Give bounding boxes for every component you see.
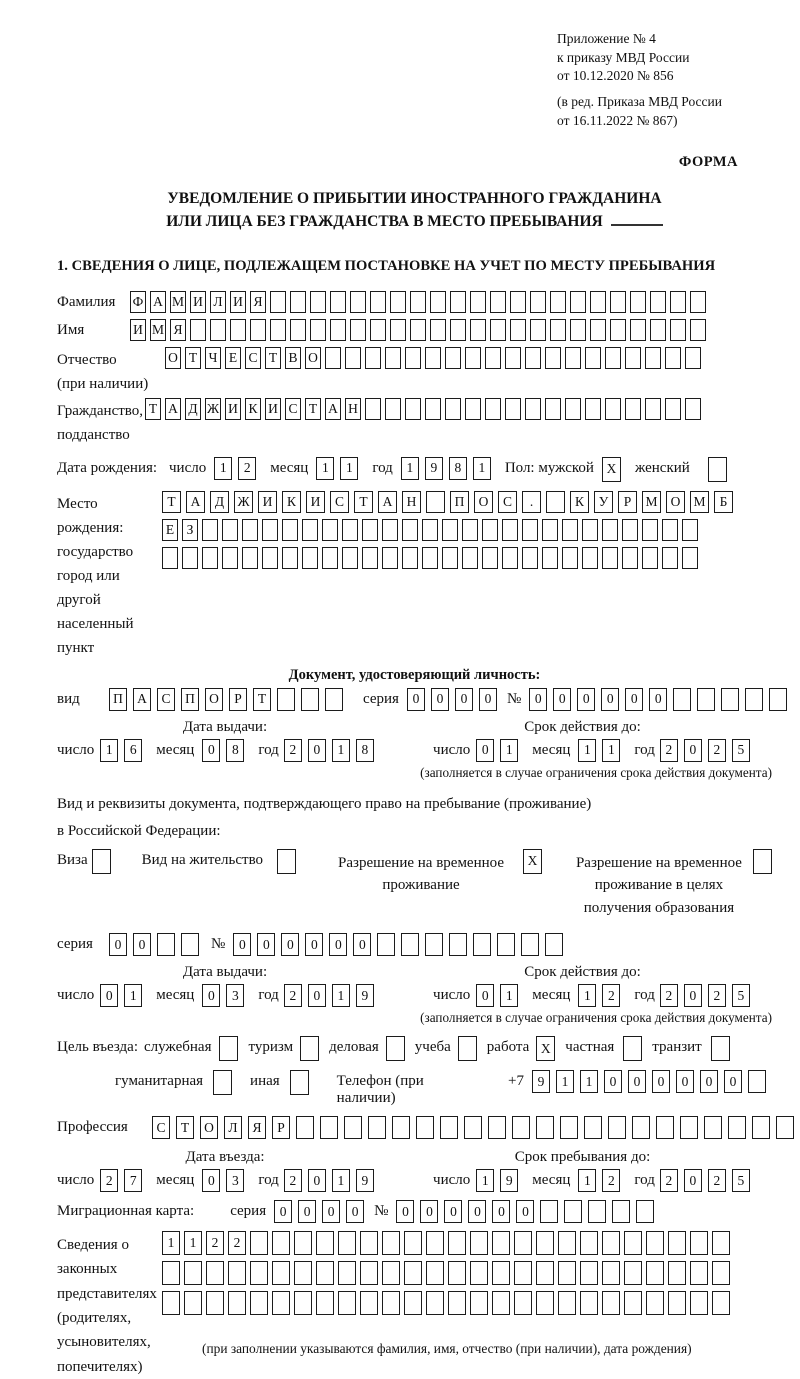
residence-permit-checkbox[interactable]	[277, 849, 296, 874]
id-issue-day-input[interactable]: 1 6	[100, 739, 148, 762]
residence-number-input[interactable]: 0 0 0 0 0 0	[233, 933, 569, 956]
migration-series-input[interactable]: 0 0 0 0	[274, 1200, 370, 1223]
entry-date-block	[57, 1149, 393, 1192]
temp-residence-checkbox[interactable]: X	[523, 849, 542, 874]
purpose-row-1	[57, 1036, 772, 1061]
edition-line: (в ред. Приказа МВД России	[557, 93, 722, 109]
id-document-row	[57, 688, 772, 711]
purpose-tranzit-checkbox[interactable]	[711, 1036, 730, 1061]
residence-number-sign: №	[211, 936, 226, 953]
entry-month-input[interactable]: 0 3	[202, 1169, 250, 1192]
phone-label: Телефон (при наличии)	[336, 1073, 424, 1107]
residence-issue-row: число 0 1 месяц 0 3 год 2 0 1 9	[57, 984, 393, 1007]
purpose-chastnaya: частная	[565, 1036, 642, 1061]
purpose-rabota-checkbox[interactable]: X	[536, 1036, 555, 1061]
profession-row	[57, 1116, 772, 1139]
stay-until-heading: Срок пребывания до:	[514, 1149, 651, 1166]
surname-label: Фамилия	[57, 293, 116, 310]
migration-series-label: серия	[230, 1203, 267, 1220]
option-temp-residence-education: Разрешение на временное проживание в целях получения образования	[573, 849, 772, 920]
patronymic-label: Отчество (при наличии)	[57, 351, 149, 392]
residence-valid-month-input[interactable]: 1 2	[578, 984, 626, 1007]
id-valid-year-input[interactable]: 2 0 2 5	[660, 739, 756, 762]
id-kind-input[interactable]: П А С П О Р Т	[109, 688, 349, 711]
id-issue-row: число 1 6 месяц 0 8 год 2 0 1 8	[57, 739, 393, 762]
residence-issue-day-input[interactable]: 0 1	[100, 984, 148, 1007]
appendix-line: Приложение № 4	[557, 31, 656, 46]
birth-date-label: Дата рождения:	[57, 459, 158, 476]
id-dates-section	[57, 719, 772, 781]
title-underline	[611, 210, 663, 226]
section1-heading: 1. СВЕДЕНИЯ О ЛИЦЕ, ПОДЛЕЖАЩЕМ ПОСТАНОВКЕ НА УЧЕТ ПО МЕСТУ ПРЕБЫВАНИЯ	[57, 257, 716, 274]
purpose-chastnaya-checkbox[interactable]	[623, 1036, 642, 1061]
residence-series-row	[57, 933, 772, 956]
purpose-gumanitarnaya-checkbox[interactable]	[213, 1070, 232, 1095]
residence-valid-year-input[interactable]: 2 0 2 5	[660, 984, 756, 1007]
id-series-label: серия	[363, 690, 399, 707]
migration-card-label: Миграционная карта:	[57, 1203, 195, 1220]
birth-day-label: число	[169, 459, 207, 476]
residence-valid-row: число 0 1 месяц 1 2 год 2 0 2 5	[393, 984, 772, 1007]
birthplace-line2-input[interactable]: Е З	[162, 519, 738, 541]
form-title-line1: УВЕДОМЛЕНИЕ О ПРИБЫТИИ ИНОСТРАННОГО ГРАЖДАНИНА	[167, 190, 662, 208]
birthplace-line3-input[interactable]	[162, 547, 738, 569]
entry-year-input[interactable]: 2 0 1 9	[284, 1169, 380, 1192]
stay-until-block	[393, 1149, 772, 1192]
id-valid-month-input[interactable]: 1 1	[578, 739, 626, 762]
appendix-line: к приказу МВД России	[557, 49, 690, 65]
form-title	[57, 187, 772, 234]
residence-dates-section	[57, 964, 772, 1026]
residence-options-row	[57, 849, 772, 920]
purpose-tranzit: транзит	[652, 1036, 729, 1061]
citizenship-input[interactable]: Т А Д Ж И К И С Т А Н	[145, 398, 705, 420]
surname-row	[57, 291, 772, 313]
id-document-heading: Документ, удостоверяющий личность:	[288, 666, 541, 683]
sex-male-label: Пол: мужской	[504, 459, 594, 476]
purpose-delovaya: деловая	[329, 1036, 405, 1061]
entry-date-heading: Дата въезда:	[185, 1149, 265, 1166]
sex-female-label: женский	[634, 459, 690, 476]
birthplace-row	[57, 491, 772, 660]
purpose-prefix: Цель въезда:	[57, 1039, 138, 1056]
residence-validity-note: (заполняется в случае ограничения срока действия документа)	[420, 1010, 772, 1026]
appendix-line: от 10.12.2020 № 856	[557, 68, 674, 84]
purpose-turizm: туризм	[248, 1036, 319, 1061]
surname-input[interactable]: Ф А М И Л И Я	[130, 291, 710, 313]
residence-issue-year-input[interactable]: 2 0 1 9	[284, 984, 380, 1007]
id-number-input[interactable]: 0 0 0 0 0 0	[529, 688, 793, 711]
patronymic-input[interactable]: О Т Ч Е С Т В О	[165, 347, 705, 369]
residence-issue-heading: Дата выдачи:	[182, 964, 268, 981]
purpose-delovaya-checkbox[interactable]	[386, 1036, 405, 1061]
residence-valid-heading: Срок действия до:	[524, 964, 641, 981]
residence-doc-intro: Вид и реквизиты документа, подтверждающего право на пребывание (проживание) в Российской Федерации:	[57, 795, 592, 839]
temp-residence-education-checkbox[interactable]	[753, 849, 772, 874]
given-name-input[interactable]: И М Я	[130, 319, 710, 341]
visa-checkbox[interactable]	[92, 849, 111, 874]
entry-date-row: число 2 7 месяц 0 3 год 2 0 1 9	[57, 1169, 393, 1192]
representatives-note: (при заполнении указываются фамилия, имя, отчество (при наличии), дата рождения)	[202, 1341, 692, 1357]
purpose-inaya-checkbox[interactable]	[290, 1070, 309, 1095]
id-series-input[interactable]: 0 0 0 0	[407, 688, 503, 711]
id-issue-month-input[interactable]: 0 8	[202, 739, 250, 762]
representatives-label: Сведения о законных представителях (родителях, усыновителях, попечителях)	[57, 1237, 157, 1375]
purpose-sluzhebnaya: служебная	[144, 1036, 239, 1061]
stay-year-input[interactable]: 2 0 2 5	[660, 1169, 756, 1192]
purpose-gumanitarnaya: гуманитарная	[115, 1070, 232, 1095]
id-validity-note: (заполняется в случае ограничения срока действия документа)	[420, 764, 772, 780]
birthplace-line1-input[interactable]: Т А Д Ж И К И С Т А Н П О С . К У Р М О М Б	[162, 491, 738, 513]
birth-day-input[interactable]: 1 2	[214, 457, 262, 480]
purpose-rabota: работа X	[487, 1036, 556, 1061]
birthplace-label: Место рождения: государство город или другой населенный пункт	[57, 495, 134, 656]
id-issue-year-input[interactable]: 2 0 1 8	[284, 739, 380, 762]
edition-line: от 16.11.2022 № 867)	[557, 112, 678, 128]
sex-male-checkbox[interactable]: X	[602, 457, 621, 482]
birth-month-label: месяц	[270, 459, 309, 476]
id-issue-block	[57, 719, 393, 781]
stay-day-input[interactable]: 1 9	[476, 1169, 524, 1192]
representatives-line2-input[interactable]	[162, 1261, 734, 1285]
id-kind-label: вид	[57, 690, 80, 707]
stay-month-input[interactable]: 1 2	[578, 1169, 626, 1192]
profession-label: Профессия	[57, 1119, 128, 1136]
id-number-sign: №	[506, 690, 522, 707]
appendix-block	[557, 30, 772, 130]
phone-prefix: +7	[508, 1073, 524, 1090]
birth-year-label: год	[372, 459, 393, 476]
id-valid-day-input[interactable]: 0 1	[476, 739, 524, 762]
patronymic-row	[57, 347, 772, 396]
form-label: ФОРМА	[678, 154, 738, 171]
entry-dates-section	[57, 1149, 772, 1192]
residence-series-label: серия	[57, 936, 93, 953]
migration-number-sign: №	[374, 1203, 389, 1220]
id-valid-heading: Срок действия до:	[524, 718, 641, 735]
form-title-line2: ИЛИ ЛИЦА БЕЗ ГРАЖДАНСТВА В МЕСТО ПРЕБЫВАНИЯ	[57, 210, 772, 233]
purpose-inaya: иная	[250, 1070, 309, 1095]
sex-female-checkbox[interactable]	[708, 457, 727, 482]
representatives-line3-input[interactable]	[162, 1291, 734, 1315]
purpose-turizm-checkbox[interactable]	[300, 1036, 319, 1061]
given-name-row	[57, 319, 772, 341]
representatives-inputs	[162, 1231, 734, 1357]
representatives-row	[57, 1231, 772, 1379]
purpose-ucheba-checkbox[interactable]	[458, 1036, 477, 1061]
birthplace-inputs	[162, 491, 738, 569]
representatives-line1-input[interactable]: 1 1 2 2	[162, 1231, 734, 1255]
residence-valid-day-input[interactable]: 0 1	[476, 984, 524, 1007]
purpose-row-2	[115, 1070, 772, 1107]
migration-number-input[interactable]: 0 0 0 0 0 0	[396, 1200, 660, 1223]
phone-input[interactable]: 9 1 1 0 0 0 0 0 0	[532, 1070, 772, 1093]
id-issue-heading: Дата выдачи:	[182, 718, 268, 735]
given-name-label: Имя	[57, 321, 85, 338]
option-temp-residence: Разрешение на временное проживание X	[327, 849, 542, 897]
residence-issue-block	[57, 964, 393, 1026]
id-valid-block	[393, 719, 772, 781]
citizenship-label: Гражданство, подданство	[57, 402, 144, 443]
citizenship-row	[57, 398, 772, 447]
residence-series-input[interactable]: 0 0	[109, 933, 205, 956]
purpose-sluzhebnaya-checkbox[interactable]	[219, 1036, 238, 1061]
id-valid-row: число 0 1 месяц 1 1 год 2 0 2 5	[393, 739, 772, 762]
option-visa: Виза	[57, 849, 111, 874]
residence-valid-block	[393, 964, 772, 1026]
migration-card-row	[57, 1200, 772, 1223]
entry-day-input[interactable]: 2 7	[100, 1169, 148, 1192]
stay-until-row: число 1 9 месяц 1 2 год 2 0 2 5	[393, 1169, 772, 1192]
birth-year-input[interactable]: 1 9 8 1	[401, 457, 497, 480]
option-residence-permit: Вид на жительство	[142, 849, 296, 874]
birth-date-row	[57, 457, 772, 482]
residence-issue-month-input[interactable]: 0 3	[202, 984, 250, 1007]
purpose-ucheba: учеба	[415, 1036, 477, 1061]
birth-month-input[interactable]: 1 1	[316, 457, 364, 480]
profession-input[interactable]: С Т О Л Я Р	[152, 1116, 800, 1139]
